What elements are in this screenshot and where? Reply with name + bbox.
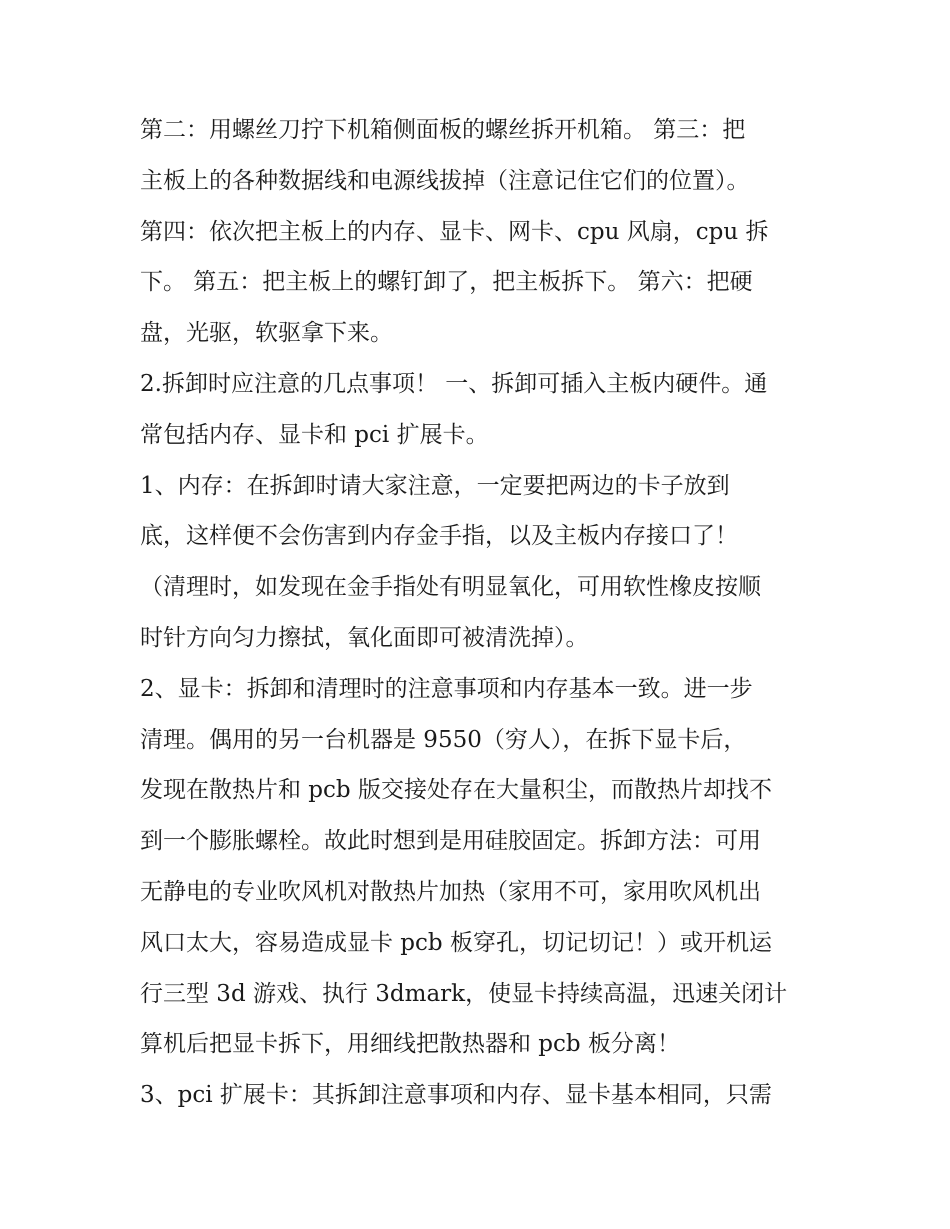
- text-line: 主板上的各种数据线和电源线拔掉（注意记住它们的位置）。: [140, 167, 750, 194]
- text-line: 第二：用螺丝刀拧下机箱侧面板的螺丝拆开机箱。 第三：把: [140, 117, 746, 143]
- document-body: [140, 105, 815, 1121]
- text-line: 下。 第五：把主板上的螺钉卸了，把主板拆下。 第六：把硬: [140, 269, 753, 296]
- text-line: 第四：依次把主板上的内存、显卡、网卡、cpu 风扇，cpu 拆: [140, 218, 769, 245]
- text-line: 行三型 3d 游戏、执行 3dmark，使显卡持续高温，迅速关闭计: [140, 980, 788, 1007]
- text-line: 到一个膨胀螺栓。故此时想到是用硅胶固定。拆卸方法：可用: [140, 828, 761, 855]
- text-line: 风口太大，容易造成显卡 pcb 板穿孔，切记切记！）或开机运: [140, 929, 772, 956]
- text-line: 底，这样便不会伤害到内存金手指，以及主板内存接口了！: [140, 523, 738, 550]
- text-line: （清理时，如发现在金手指处有明显氧化，可用软性橡皮按顺: [140, 574, 761, 601]
- text-line: 常包括内存、显卡和 pci 扩展卡。: [140, 421, 489, 448]
- text-line: 3、pci 扩展卡：其拆卸注意事项和内存、显卡基本相同，只需: [140, 1082, 772, 1109]
- text-line: 发现在散热片和 pcb 版交接处存在大量积尘，而散热片却找不: [140, 777, 772, 804]
- text-line: 2.拆卸时应注意的几点事项！ 一、拆卸可插入主板内硬件。通: [140, 370, 768, 397]
- text-line: 无静电的专业吹风机对散热片加热（家用不可，家用吹风机出: [140, 878, 761, 905]
- text-line: 清理。偶用的另一台机器是 9550（穷人），在拆下显卡后，: [140, 726, 747, 753]
- text-line: 时针方向匀力擦拭，氧化面即可被清洗掉）。: [140, 624, 589, 651]
- text-line: 2、显卡：拆卸和清理时的注意事项和内存基本一致。进一步: [140, 675, 753, 702]
- text-line: 算机后把显卡拆下，用细线把散热器和 pcb 板分离！: [140, 1031, 680, 1058]
- text-line: 1、内存：在拆卸时请大家注意，一定要把两边的卡子放到: [140, 472, 730, 499]
- text-line: 盘，光驱，软驱拿下来。: [140, 320, 393, 347]
